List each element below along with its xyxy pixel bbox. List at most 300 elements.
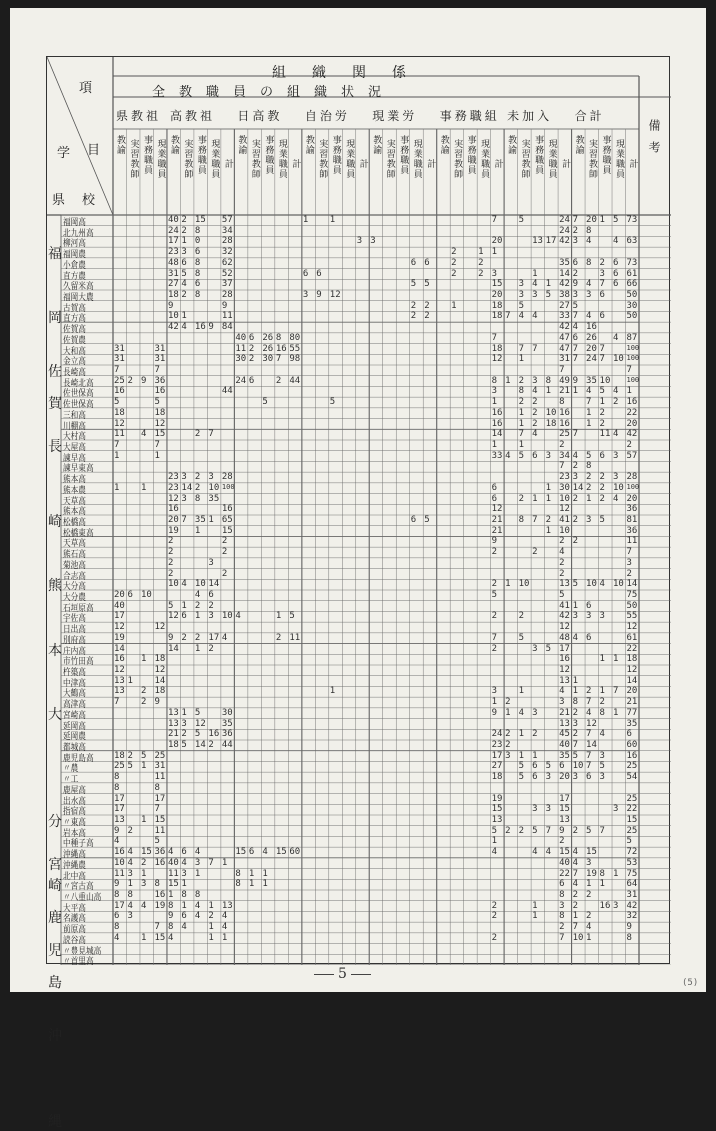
table-cell: 7 — [586, 697, 592, 708]
table-cell: 4 — [491, 847, 498, 858]
table-cell: 8 — [559, 397, 565, 408]
table-cell: 7 — [532, 515, 538, 525]
table-cell: 4 — [127, 900, 133, 911]
table-cell: 1 — [451, 300, 457, 311]
table-cell: 30 — [262, 354, 274, 365]
col-header-0-1: 実習教師 — [128, 139, 139, 179]
group-label-6: 未加入 — [507, 109, 553, 123]
school-name: 鹿児島高 — [63, 753, 94, 764]
table-cell: 3 — [181, 718, 187, 729]
table-cell: 14 — [167, 643, 179, 654]
school-name: 前原高 — [63, 925, 86, 936]
table-cell: 0 — [194, 236, 201, 247]
table-cell: 2 — [532, 397, 538, 408]
table-cell: 4 — [194, 590, 201, 600]
table-cell: 2 — [451, 257, 457, 268]
table-cell: 17 — [491, 750, 503, 761]
table-cell: 2 — [572, 825, 578, 836]
table-cell: 5 — [613, 215, 619, 225]
table-cell: 25 — [154, 750, 166, 761]
table-cell: 1 — [194, 611, 201, 622]
table-cell: 12 — [329, 290, 341, 300]
page-number — [310, 966, 375, 982]
table-cell: 3 — [208, 557, 214, 568]
table-cell: 7 — [154, 922, 160, 933]
table-cell: 18 — [114, 407, 125, 418]
table-cell: 2 — [518, 375, 525, 386]
table-cell: 9 — [572, 375, 578, 386]
table-cell: 36 — [626, 525, 638, 536]
table-cell: 1 — [181, 707, 187, 718]
table-cell: 1 — [518, 440, 525, 450]
table-cell: 2 — [572, 707, 578, 718]
col-header-5-1: 実習教師 — [452, 139, 463, 179]
table-cell: 47 — [559, 343, 570, 354]
table-cell: 30 — [221, 707, 233, 718]
table-cell: 6 — [532, 450, 538, 461]
table-cell: 2 — [518, 493, 525, 504]
table-cell: 15 — [559, 804, 570, 815]
table-cell: 55 — [626, 611, 638, 622]
table-cell: 3 — [613, 450, 619, 461]
table-cell: 16 — [194, 322, 206, 333]
table-subtitle: 全教職員の組織状況 — [152, 85, 396, 100]
table-cell: 4 — [127, 857, 133, 868]
table-cell: 18 — [491, 772, 503, 783]
col-header-4-0: 教諭 — [371, 135, 382, 155]
table-cell: 1 — [140, 868, 147, 879]
table-cell: 8 — [235, 879, 241, 890]
table-cell: 7 — [491, 632, 498, 643]
table-cell: 2 — [491, 911, 498, 922]
table-cell: 1 — [626, 386, 632, 397]
prefecture-label: 沖 — [48, 1028, 62, 1045]
table-cell: 6 — [114, 911, 120, 922]
table-cell: 14 — [154, 675, 166, 686]
school-name: 佐世保高 — [63, 389, 94, 400]
table-cell: 7 — [114, 440, 120, 450]
table-cell: 8 — [626, 932, 632, 943]
table-cell: 14 — [491, 429, 503, 440]
col-header-6-0: 教諭 — [506, 135, 517, 155]
table-cell: 6 — [491, 493, 498, 504]
table-cell: 2 — [208, 911, 214, 922]
table-cell: 5 — [559, 590, 565, 600]
table-cell: 11 — [221, 311, 233, 322]
prefecture-label: 福 — [48, 246, 62, 263]
table-cell: 5 — [181, 740, 187, 750]
prefecture-label: 島 — [48, 974, 62, 991]
table-cell: 13 — [559, 675, 570, 686]
table-cell: 1 — [545, 386, 551, 397]
table-cell: 3 — [518, 290, 525, 300]
table-cell: 7 — [626, 365, 632, 375]
table-cell: 4 — [586, 236, 592, 247]
table-cell: 18 — [154, 407, 166, 418]
table-cell: 2 — [194, 632, 201, 643]
table-cell: 18 — [154, 654, 166, 665]
table-cell: 5 — [194, 707, 201, 718]
table-cell: 1 — [491, 440, 498, 450]
table-cell: 3 — [599, 611, 605, 622]
table-cell: 2 — [572, 493, 578, 504]
table-cell: 1 — [208, 515, 214, 525]
table-cell: 6 — [532, 772, 538, 783]
table-cell: 31 — [114, 354, 125, 365]
table-cell: 30 — [235, 354, 247, 365]
school-name: 三和高 — [63, 410, 86, 421]
table-cell: 8 — [599, 868, 605, 879]
table-cell: 1 — [572, 600, 578, 611]
table-cell: 8 — [154, 782, 160, 793]
table-cell: 81 — [626, 515, 638, 525]
table-cell: 21 — [491, 515, 503, 525]
table-cell: 14 — [572, 482, 584, 493]
table-cell: 44 — [221, 740, 233, 750]
corner-label-eye: 目 — [87, 143, 101, 158]
school-name: 宇佐高 — [63, 614, 86, 625]
table-cell: 28 — [221, 290, 233, 300]
group-label-2: 日高教 — [237, 109, 283, 123]
school-name: 指宿高 — [63, 807, 86, 818]
table-cell: 1 — [275, 611, 282, 622]
table-cell: 1 — [302, 215, 309, 225]
table-cell: 20 — [167, 515, 179, 525]
table-cell: 4 — [181, 579, 187, 590]
table-cell: 5 — [586, 450, 592, 461]
table-cell: 2 — [586, 890, 592, 900]
table-cell: 9 — [491, 707, 498, 718]
table-cell: 15 — [491, 804, 503, 815]
table-cell: 2 — [127, 825, 133, 836]
table-cell: 7 — [572, 343, 578, 354]
table-cell: 32 — [221, 247, 233, 258]
table-cell: 2 — [505, 825, 511, 836]
table-cell: 17 — [114, 793, 125, 804]
table-cell: 8 — [491, 375, 498, 386]
table-cell: 55 — [289, 343, 301, 354]
table-cell: 12 — [559, 504, 570, 515]
school-name: 熊本高 — [63, 507, 86, 518]
table-cell: 11 — [154, 825, 166, 836]
table-cell: 1 — [599, 215, 605, 225]
table-cell: 3 — [599, 268, 605, 279]
table-cell: 48 — [167, 257, 179, 268]
table-cell: 28 — [626, 472, 638, 483]
table-cell: 36 — [626, 504, 638, 515]
table-cell: 3 — [181, 868, 187, 879]
table-cell: 1 — [194, 643, 201, 654]
corner-label-gaku: 学 — [57, 146, 71, 161]
table-cell: 1 — [194, 525, 201, 536]
table-cell: 12 — [154, 622, 166, 633]
table-cell: 5 — [572, 579, 578, 590]
table-cell: 4 — [532, 311, 538, 322]
col-header-total-2: 計 — [290, 159, 301, 169]
table-cell: 7 — [586, 397, 592, 408]
table-cell: 13 — [491, 815, 503, 825]
school-name: 〃東高 — [63, 818, 86, 828]
table-cell: 40 — [167, 857, 179, 868]
table-cell: 8 — [194, 493, 201, 504]
table-cell: 23 — [491, 740, 503, 750]
table-cell: 7 — [154, 440, 160, 450]
table-cell: 1 — [181, 311, 187, 322]
table-cell: 15 — [140, 847, 152, 858]
table-cell: 4 — [181, 279, 187, 290]
table-cell: 72 — [626, 847, 638, 858]
table-cell: 7 — [572, 429, 578, 440]
table-cell: 1 — [248, 879, 255, 890]
table-cell: 16 — [275, 343, 287, 354]
table-cell: 7 — [599, 279, 605, 290]
table-cell: 4 — [532, 847, 538, 858]
table-cell: 14 — [626, 579, 638, 590]
table-cell: 7 — [559, 932, 565, 943]
table-cell: 75 — [626, 590, 638, 600]
table-cell: 66 — [626, 279, 638, 290]
table-cell: 42 — [626, 900, 638, 911]
table-cell: 7 — [208, 857, 214, 868]
school-name: 杵築高 — [63, 668, 86, 678]
table-cell: 38 — [559, 290, 570, 300]
table-cell: 16 — [586, 322, 597, 333]
table-cell: 80 — [289, 332, 301, 343]
table-cell: 16 — [154, 890, 166, 900]
table-cell: 1 — [181, 879, 187, 890]
table-cell: 5 — [289, 611, 295, 622]
table-cell: 1 — [140, 761, 147, 772]
table-cell: 23 — [167, 247, 179, 258]
table-cell: 10 — [559, 525, 570, 536]
table-cell: 6 — [559, 761, 565, 772]
table-cell: 4 — [518, 707, 525, 718]
table-cell: 4 — [559, 686, 565, 697]
col-header-7-0: 教諭 — [573, 135, 584, 155]
table-cell: 12 — [586, 718, 597, 729]
table-cell: 2 — [586, 911, 592, 922]
table-cell: 2 — [586, 686, 592, 697]
table-cell: 12 — [559, 665, 570, 675]
table-cell: 36 — [221, 729, 233, 740]
table-cell: 7 — [559, 461, 565, 472]
table-cell: 2 — [248, 354, 255, 365]
table-cell: 2 — [424, 300, 430, 311]
table-cell: 24 — [235, 375, 247, 386]
table-cell: 6 — [127, 590, 133, 600]
table-cell: 5 — [586, 825, 592, 836]
table-cell: 7 — [572, 740, 578, 750]
table-cell: 19 — [491, 793, 503, 804]
table-cell: 3 — [545, 772, 551, 783]
school-name: 松橋高 — [63, 518, 86, 528]
table-cell: 61 — [626, 632, 638, 643]
table-cell: 6 — [613, 279, 619, 290]
table-cell: 28 — [221, 236, 233, 247]
table-cell: 1 — [248, 868, 255, 879]
table-cell: 31 — [154, 354, 166, 365]
table-cell: 7 — [181, 515, 187, 525]
table-cell: 4 — [613, 332, 619, 343]
table-cell: 13 — [167, 707, 179, 718]
corner-label-item: 項 — [79, 81, 93, 96]
table-cell: 1 — [545, 279, 551, 290]
table-cell: 10 — [167, 311, 179, 322]
school-name: 読谷高 — [63, 935, 86, 946]
table-cell: 14 — [626, 675, 638, 686]
table-cell: 3 — [208, 611, 214, 622]
table-cell: 4 — [586, 311, 592, 322]
table-cell: 2 — [572, 268, 578, 279]
table-cell: 2 — [599, 482, 605, 493]
table-cell: 8 — [194, 268, 201, 279]
table-cell: 4 — [194, 911, 201, 922]
table-cell: 50 — [626, 290, 638, 300]
table-cell: 5 — [491, 590, 498, 600]
table-cell: 5 — [114, 397, 120, 408]
table-cell: 10 — [559, 493, 570, 504]
table-cell: 5 — [532, 825, 538, 836]
table-cell: 12 — [491, 354, 503, 365]
table-cell: 8 — [518, 515, 525, 525]
corner-label-kou: 校 — [82, 193, 96, 208]
table-cell: 48 — [559, 632, 570, 643]
table-cell: 8 — [194, 257, 201, 268]
table-cell: 4 — [532, 279, 538, 290]
table-cell: 7 — [586, 761, 592, 772]
table-cell: 3 — [181, 493, 187, 504]
table-cell: 8 — [114, 782, 120, 793]
table-cell: 9 — [491, 536, 498, 547]
table-cell: 1 — [167, 890, 174, 900]
table-cell: 10 — [518, 579, 530, 590]
table-cell: 87 — [626, 332, 638, 343]
table-cell: 18 — [167, 740, 179, 750]
table-cell: 8 — [181, 890, 187, 900]
table-cell: 1 — [572, 675, 578, 686]
prefecture-label: 縄 — [48, 1114, 62, 1130]
table-cell: 37 — [221, 279, 233, 290]
table-cell: 2 — [275, 632, 282, 643]
table-cell: 1 — [586, 418, 592, 429]
school-name: 〃豊見城高 — [63, 946, 102, 957]
table-cell: 7 — [532, 343, 538, 354]
school-name: 市竹田高 — [63, 657, 94, 668]
table-cell: 16 — [491, 418, 503, 429]
table-cell: 6 — [613, 257, 619, 268]
table-cell: 7 — [626, 547, 632, 558]
table-cell: 84 — [221, 322, 233, 333]
table-cell: 7 — [154, 804, 160, 815]
table-cell: 3 — [140, 879, 147, 890]
table-cell: 100 — [626, 375, 640, 384]
table-cell: 6 — [559, 879, 565, 890]
table-cell: 9 — [114, 825, 120, 836]
col-header-total-6: 計 — [560, 159, 571, 169]
table-cell: 4 — [140, 429, 147, 440]
school-name: 大和高 — [63, 346, 86, 357]
table-cell: 2 — [194, 600, 201, 611]
table-cell: 3 — [613, 804, 619, 815]
table-cell: 12 — [167, 493, 179, 504]
table-cell: 1 — [491, 697, 498, 708]
table-cell: 4 — [235, 611, 241, 622]
table-cell: 11 — [167, 868, 179, 879]
col-header-5-0: 教諭 — [438, 135, 449, 155]
table-cell: 8 — [586, 461, 592, 472]
school-name: 沖縄農 — [63, 860, 86, 871]
table-cell: 7 — [505, 311, 511, 322]
table-cell: 28 — [221, 472, 233, 483]
table-cell: 35 — [194, 515, 206, 525]
table-cell: 6 — [181, 611, 187, 622]
table-cell: 61 — [626, 268, 638, 279]
table-cell: 14 — [114, 643, 125, 654]
table-cell: 10 — [167, 579, 179, 590]
col-header-4-1: 実習教師 — [384, 139, 395, 179]
table-cell: 8 — [599, 707, 605, 718]
school-name: 直方農 — [63, 271, 86, 282]
col-header-0-2: 事務職員 — [141, 135, 152, 175]
table-cell: 16 — [559, 654, 570, 665]
table-cell: 3 — [532, 707, 538, 718]
table-cell: 4 — [572, 632, 578, 643]
table-cell: 4 — [532, 429, 538, 440]
table-cell: 5 — [154, 836, 160, 847]
table-cell: 4 — [613, 386, 619, 397]
table-cell: 36 — [154, 375, 166, 386]
table-cell: 57 — [626, 450, 638, 461]
table-cell: 7 — [572, 922, 578, 933]
school-name: 都城高 — [63, 743, 86, 753]
table-cell: 4 — [181, 922, 187, 933]
school-name: 福岡大農 — [63, 293, 94, 303]
table-cell: 1 — [518, 729, 525, 740]
table-cell: 1 — [545, 525, 551, 536]
table-cell: 3 — [532, 375, 538, 386]
table-cell: 2 — [221, 547, 228, 558]
table-cell: 6 — [586, 772, 592, 783]
col-header-0-3: 現業職員 — [155, 139, 166, 179]
table-cell: 2 — [586, 482, 592, 493]
table-cell: 64 — [626, 879, 638, 890]
table-cell: 12 — [626, 665, 638, 675]
table-cell: 6 — [194, 279, 201, 290]
table-cell: 10 — [194, 579, 206, 590]
table-cell: 3 — [491, 686, 498, 697]
table-cell: 2 — [491, 611, 498, 622]
school-name: 福岡高 — [63, 218, 86, 228]
table-cell: 8 — [114, 772, 120, 783]
school-name: 大屋高 — [63, 443, 86, 453]
group-label-7: 合計 — [574, 109, 605, 123]
table-cell: 50 — [626, 600, 638, 611]
school-name: 長崎高 — [63, 368, 86, 378]
table-cell: 6 — [316, 268, 322, 279]
table-cell: 1 — [599, 686, 605, 697]
col-header-2-2: 事務職員 — [263, 135, 274, 175]
table-cell: 6 — [302, 268, 309, 279]
table-cell: 27 — [491, 761, 503, 772]
table-cell: 14 — [208, 579, 220, 590]
school-name: 名護高 — [63, 914, 86, 925]
table-cell: 9 — [154, 697, 160, 708]
table-cell: 17 — [167, 236, 179, 247]
table-cell: 2 — [572, 890, 578, 900]
table-cell: 3 — [586, 515, 592, 525]
col-header-2-0: 教諭 — [236, 135, 247, 155]
table-cell: 22 — [626, 407, 638, 418]
